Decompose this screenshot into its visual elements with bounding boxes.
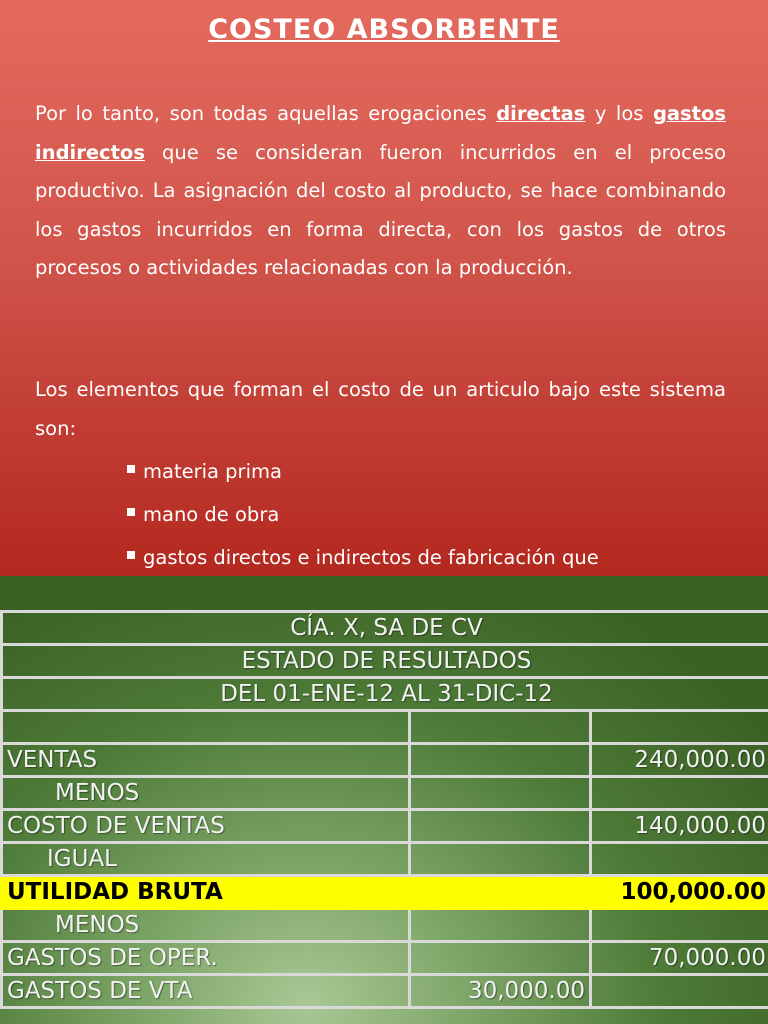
row-amount <box>591 975 768 1008</box>
bullet-text: gastos directos e indirectos de fabricación que <box>143 546 599 569</box>
row-label: COSTO DE VENTAS <box>2 810 410 843</box>
row-label: IGUAL <box>2 843 410 876</box>
row-mid-amount <box>410 942 591 975</box>
table-row-blank <box>2 711 768 744</box>
row-mid-amount <box>410 843 591 876</box>
row-amount: 140,000.00 <box>591 810 768 843</box>
bullet-item <box>125 538 599 576</box>
report-period: DEL 01-ENE-12 AL 31-DIC-12 <box>2 678 768 711</box>
table-header-row <box>2 612 768 645</box>
table-row <box>2 843 768 876</box>
row-label: VENTAS <box>2 744 410 777</box>
paragraph-text-2: y los <box>585 102 653 125</box>
row-amount: 240,000.00 <box>591 744 768 777</box>
paragraph-text-3: que se consideran fueron incurridos en el proceso productivo. La asignación del costo al producto, se hace combinando los gastos incurridos en forma directa, con los gastos de otros procesos o actividades relacionadas con la producción. <box>35 140 726 279</box>
report-title: ESTADO DE RESULTADOS <box>2 645 768 678</box>
table-row <box>2 909 768 942</box>
row-label: GASTOS DE VTA <box>2 975 410 1008</box>
row-amount: 70,000.00 <box>591 942 768 975</box>
row-amount <box>591 843 768 876</box>
row-mid-amount <box>410 876 591 909</box>
paragraph-definition <box>35 95 726 288</box>
bullet-list <box>125 452 599 576</box>
square-bullet-icon <box>127 551 135 559</box>
row-mid-amount <box>410 744 591 777</box>
table-row <box>2 975 768 1008</box>
slide-title: COSTEO ABSORBENTE <box>208 14 560 45</box>
row-mid-amount <box>410 777 591 810</box>
row-label: MENOS <box>2 909 410 942</box>
row-amount: 100,000.00 <box>591 876 768 909</box>
row-label: GASTOS DE OPER. <box>2 942 410 975</box>
income-statement-table <box>0 610 768 1009</box>
bullet-text: materia prima <box>143 460 282 483</box>
square-bullet-icon <box>127 465 135 473</box>
table-header-row <box>2 678 768 711</box>
square-bullet-icon <box>127 508 135 516</box>
table-header-row <box>2 645 768 678</box>
paragraph-elements: Los elementos que forman el costo de un articulo bajo este sistema son: <box>35 378 726 440</box>
paragraph-text-1: Por lo tanto, son todas aquellas erogaciones <box>35 102 497 125</box>
row-mid-amount <box>410 909 591 942</box>
table-row <box>2 777 768 810</box>
row-label: UTILIDAD BRUTA <box>2 876 410 909</box>
table-cell <box>591 711 768 744</box>
table-cell <box>410 711 591 744</box>
table-row <box>2 810 768 843</box>
bullet-text: mano de obra <box>143 503 280 526</box>
table-row <box>2 744 768 777</box>
emphasis-directas: directas <box>496 102 586 125</box>
row-mid-amount: 30,000.00 <box>410 975 591 1008</box>
row-mid-amount <box>410 810 591 843</box>
bullet-item <box>125 452 599 495</box>
row-amount <box>591 909 768 942</box>
company-name: CÍA. X, SA DE CV <box>2 612 768 645</box>
table-row-highlighted <box>2 876 768 909</box>
emphasis-gastos-indirectos: gastos indirectos <box>35 102 726 164</box>
row-amount <box>591 777 768 810</box>
row-label: MENOS <box>2 777 410 810</box>
bullet-item <box>125 495 599 538</box>
table-cell <box>2 711 410 744</box>
table-row <box>2 942 768 975</box>
